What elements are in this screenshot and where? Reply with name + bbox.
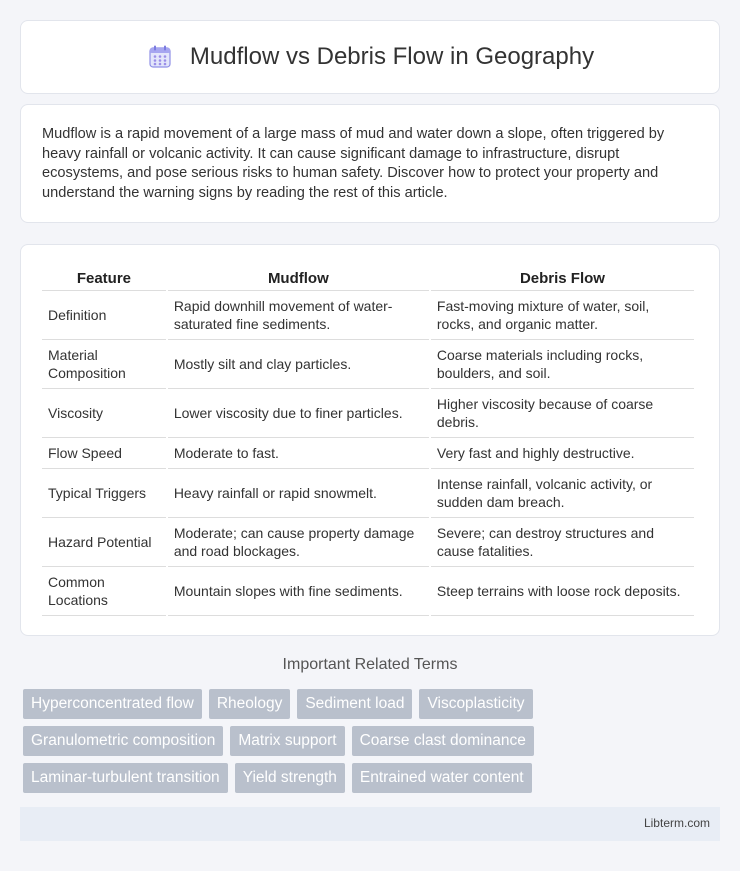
mudflow-cell: Mostly silt and clay particles. — [168, 340, 429, 389]
feature-cell: Hazard Potential — [42, 518, 166, 567]
table-row — [42, 567, 694, 616]
mudflow-cell: Moderate; can cause property damage and road blockages. — [168, 518, 429, 567]
tag-entrained-water-content[interactable]: Entrained water content — [352, 763, 532, 793]
header-mudflow: Mudflow — [168, 267, 429, 291]
tag-sediment-load[interactable]: Sediment load — [297, 689, 412, 719]
debris-flow-cell: Very fast and highly destructive. — [431, 438, 694, 469]
tag-yield-strength[interactable]: Yield strength — [235, 763, 345, 793]
footer-site-link[interactable]: Libterm.com — [643, 816, 710, 830]
feature-cell: Material Composition — [42, 340, 166, 389]
table-row — [42, 469, 694, 518]
tag-laminar-turbulent-transition[interactable]: Laminar-turbulent transition — [23, 763, 228, 793]
feature-cell: Viscosity — [42, 389, 166, 438]
related-terms-title: Important Related Terms — [282, 656, 458, 673]
tag-viscoplasticity[interactable]: Viscoplasticity — [419, 689, 532, 719]
tag-rheology[interactable]: Rheology — [209, 689, 291, 719]
tag-row — [23, 689, 723, 719]
debris-flow-cell: Coarse materials including rocks, boulders, and soil. — [431, 340, 694, 389]
intro-card — [20, 104, 720, 223]
table-row — [42, 518, 694, 567]
calendar-grid-icon — [146, 43, 174, 71]
header-feature: Feature — [42, 267, 166, 291]
feature-cell: Typical Triggers — [42, 469, 166, 518]
comparison-card — [20, 244, 720, 636]
tag-coarse-clast-dominance[interactable]: Coarse clast dominance — [352, 726, 534, 756]
title-card — [20, 20, 720, 94]
header-debris-flow: Debris Flow — [431, 267, 694, 291]
tag-granulometric-composition[interactable]: Granulometric composition — [23, 726, 223, 756]
mudflow-cell: Heavy rainfall or rapid snowmelt. — [168, 469, 429, 518]
tag-row — [23, 763, 723, 793]
table-row — [42, 389, 694, 438]
debris-flow-cell: Fast-moving mixture of water, soil, rocks, and organic matter. — [431, 291, 694, 340]
related-terms-tags — [23, 689, 723, 800]
feature-cell: Common Locations — [42, 567, 166, 616]
comparison-table — [40, 267, 696, 616]
tag-hyperconcentrated-flow[interactable]: Hyperconcentrated flow — [23, 689, 202, 719]
table-row — [42, 340, 694, 389]
debris-flow-cell: Steep terrains with loose rock deposits. — [431, 567, 694, 616]
debris-flow-cell: Higher viscosity because of coarse debris. — [431, 389, 694, 438]
page-title: Mudflow vs Debris Flow in Geography — [189, 43, 595, 70]
table-row — [42, 291, 694, 340]
mudflow-cell: Moderate to fast. — [168, 438, 429, 469]
feature-cell: Flow Speed — [42, 438, 166, 469]
mudflow-cell: Rapid downhill movement of water-saturated fine sediments. — [168, 291, 429, 340]
feature-cell: Definition — [42, 291, 166, 340]
debris-flow-cell: Intense rainfall, volcanic activity, or sudden dam breach. — [431, 469, 694, 518]
tag-row — [23, 726, 723, 756]
mudflow-cell: Lower viscosity due to finer particles. — [168, 389, 429, 438]
intro-paragraph: Mudflow is a rapid movement of a large mass of mud and water down a slope, often triggered by heavy rainfall or volcanic activity. It can cause significant damage to infrastructure, disrupt ecosystems, and pose serious risks to human safety. Discover how to protect your property and understand the warning signs by reading the rest of this article. — [42, 126, 665, 201]
mudflow-cell: Mountain slopes with fine sediments. — [168, 567, 429, 616]
tag-matrix-support[interactable]: Matrix support — [230, 726, 344, 756]
table-row — [42, 438, 694, 469]
debris-flow-cell: Severe; can destroy structures and cause fatalities. — [431, 518, 694, 567]
footer — [20, 807, 720, 841]
